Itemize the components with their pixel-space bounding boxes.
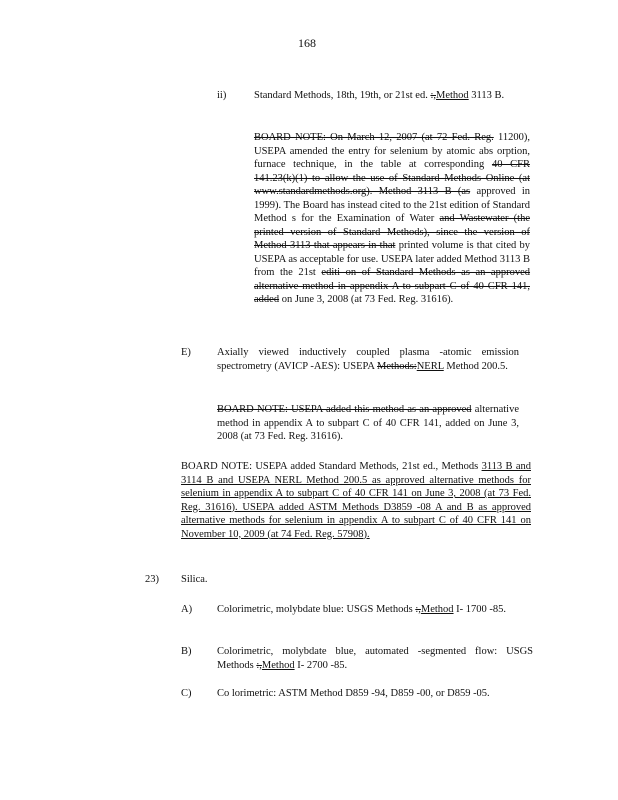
inserted-text: 3113 B and 3114 B and USEPA NERL Method 200.5 as approved alternative methods for selenium in appendix A to subpart C of 40 CFR 141 on June 3, 2008 (at 73 Fed. Reg. 31616). USEPA added ASTM Methods D3859 -08 A and B as approved alternative methods for selenium in appendix A to subpart C of 40 CFR 141 on November 10, 2009 (at 74 Fed. Reg. 57908). (181, 461, 531, 540)
note-text: BOARD NOTE: USEPA added Standard Methods, 21st ed., Methods (181, 461, 479, 472)
note-text: alternative method in appendix A to subpart C of 40 CFR 141, added on June 3, 2008 (at 73 Fed. Reg. 31616). (217, 404, 520, 442)
item-e-text (217, 346, 519, 373)
item-label-23: 23) (145, 574, 159, 585)
item-label-c: C) (181, 688, 192, 699)
item-b-text-end: I- 2700 -85. (297, 659, 348, 671)
note-text: printed volume is that cited by USEPA as acceptable for use. USEPA later added Method 3113 B from the 21st (254, 240, 531, 278)
item-label-e: E) (181, 347, 191, 358)
item-b-text-start: Colorimetric, molybdate blue, automated -segmented flow: USGS Methods (217, 646, 533, 671)
item-ii-text (254, 89, 526, 103)
item-a-text (217, 603, 535, 617)
deleted-text: 40 CFR 141.23(k)(1) to allow the use of Standard Methods Online (at www.standardmethods.org). Method 3113 B (as (254, 159, 530, 197)
item-b-text (217, 645, 533, 672)
item-a-text-end: I- 1700 -85. (456, 604, 507, 615)
item-a-text-start: Colorimetric, molybdate blue: USGS Methods (217, 604, 413, 615)
board-note-added-methods (181, 460, 531, 541)
inserted-text: Method (261, 659, 295, 671)
inserted-text: Method (436, 90, 469, 101)
deleted-text: BOARD NOTE: USEPA added this method as an approved (217, 404, 472, 415)
inserted-text: Method (420, 604, 454, 615)
deleted-text: Methods: (377, 360, 417, 372)
note-text: approved in 1999). The Board has instead cited to the 21st edition of Standard Method s for the Examination of Water (254, 186, 530, 224)
item-c-text: Co lorimetric: ASTM Method D859 -94, D859 -00, or D859 -05. (217, 688, 490, 699)
item-label-b: B) (181, 646, 192, 657)
item-e-text-end: Method 200.5. (446, 360, 508, 372)
item-ii-text-start: Standard Methods, 18th, 19th, or 21st ed. (254, 90, 428, 101)
note-text: 11200), USEPA amended the entry for selenium by atomic abs orption, furnace technique, in the table at corresponding (254, 132, 530, 170)
item-label-ii: ii) (217, 90, 227, 101)
item-e-text-start: Axially viewed inductively coupled plasma -atomic emission spectrometry (AVICP -AES): USEPA (217, 347, 519, 372)
inserted-text: NERL (416, 360, 444, 372)
page-number: 168 (298, 36, 316, 50)
board-note-avicp (217, 403, 519, 444)
deleted-text: BOARD NOTE: On March 12, 2007 (at 72 Fed. Reg. (254, 132, 494, 143)
deleted-text: :, (256, 659, 262, 671)
board-note-selenium-history (254, 131, 530, 307)
section-title-silica: Silica. (181, 574, 208, 585)
note-text: on June 3, 2008 (at 73 Fed. Reg. 31616). (281, 294, 454, 305)
deleted-text: :, (415, 604, 421, 615)
item-ii-text-end: 3113 B. (471, 90, 505, 101)
deleted-text: editi on of Standard Methods as an approved alternative method in appendix A to subpart C of 40 CFR 141, added (254, 267, 531, 305)
item-c-text (217, 687, 535, 701)
deleted-text: and Wastewater (the printed version of Standard Methods), since the version of Method 3113 that appears in that (254, 213, 530, 251)
deleted-text: :, (430, 90, 436, 101)
item-label-a: A) (181, 604, 193, 615)
